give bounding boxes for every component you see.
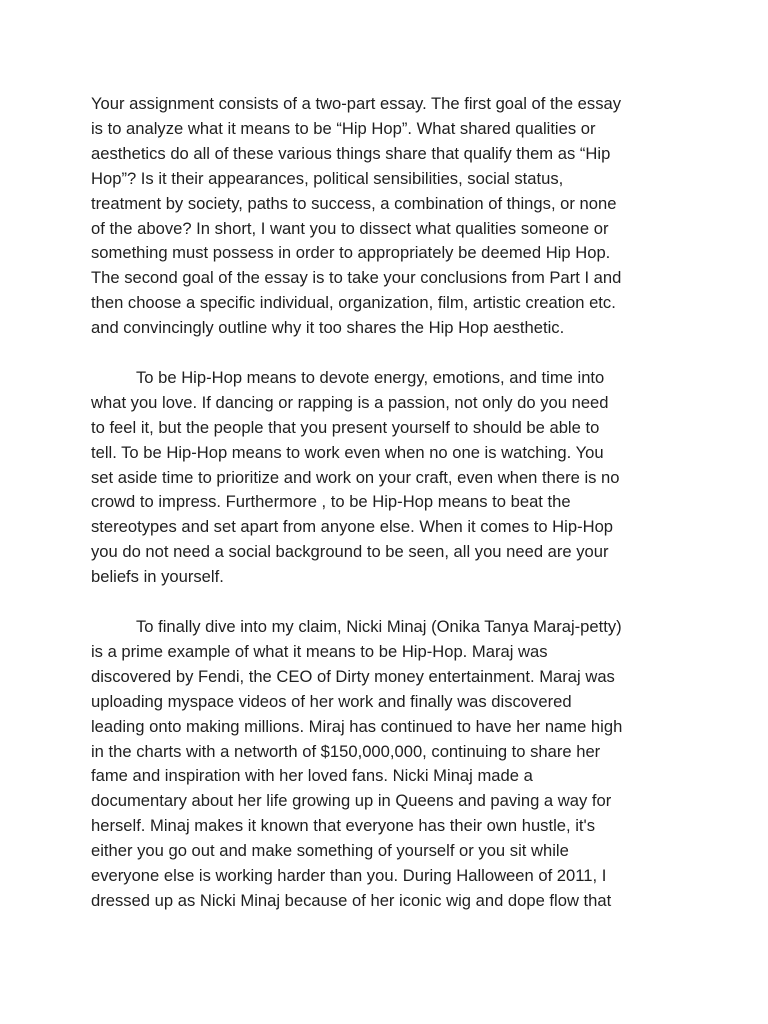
text-line: crowd to impress. Furthermore , to be Hip-Hop means to beat the (91, 492, 571, 512)
text-line: aesthetics do all of these various things share that qualify them as “Hip (91, 143, 611, 163)
text-line: documentary about her life growing up in Queens and paving a way for (91, 791, 612, 811)
text-line: in the charts with a networth of $150,000,000, continuing to share her (91, 741, 601, 761)
text-line: and convincingly outline why it too shares the Hip Hop aesthetic. (91, 318, 565, 338)
text-line: discovered by Fendi, the CEO of Dirty money entertainment. Maraj was (91, 666, 615, 686)
paragraph-assignment (91, 92, 691, 341)
text-line: To be Hip-Hop means to devote energy, emotions, and time into (136, 367, 605, 387)
text-line: The second goal of the essay is to take your conclusions from Part I and (91, 268, 622, 288)
text-line: To finally dive into my claim, Nicki Minaj (Onika Tanya Maraj-petty) (136, 617, 622, 636)
paragraph-claim (91, 615, 691, 914)
text-line: fame and inspiration with her loved fans. Nicki Minaj made a (91, 766, 533, 786)
text-line: Hop”? Is it their appearances, political sensibilities, social status, (91, 168, 564, 188)
text-line: set aside time to prioritize and work on your craft, even when there is no (91, 467, 620, 487)
text-line: stereotypes and set apart from anyone else. When it comes to Hip-Hop (91, 517, 614, 537)
text-line: uploading myspace videos of her work and finally was discovered (91, 691, 572, 711)
text-line: to feel it, but the people that you present yourself to should be able to (91, 417, 600, 437)
text-line: Your assignment consists of a two-part essay. The first goal of the essay (91, 94, 622, 113)
text-line: something must possess in order to appropriately be deemed Hip Hop. (91, 243, 611, 263)
text-line: tell. To be Hip-Hop means to work even when no one is watching. You (91, 442, 604, 462)
text-line: is to analyze what it means to be “Hip Hop”. What shared qualities or (91, 118, 596, 138)
text-line: beliefs in yourself. (91, 567, 224, 587)
text-line: is a prime example of what it means to be Hip-Hop. Maraj was (91, 641, 548, 661)
text-line: either you go out and make something of yourself or you sit while (91, 841, 569, 861)
text-line: everyone else is working harder than you. During Halloween of 2011, I (91, 866, 607, 886)
text-line: leading onto making millions. Miraj has continued to have her name high (91, 716, 623, 736)
text-line: you do not need a social background to be seen, all you need are your (91, 542, 609, 562)
paragraph-definition (91, 366, 691, 590)
text-line: of the above? In short, I want you to dissect what qualities someone or (91, 218, 609, 238)
text-line: herself. Minaj makes it known that everyone has their own hustle, it's (91, 816, 595, 836)
text-line: what you love. If dancing or rapping is a passion, not only do you need (91, 392, 609, 412)
document-body (91, 92, 691, 914)
text-line: then choose a specific individual, organization, film, artistic creation etc. (91, 293, 616, 313)
text-line: dressed up as Nicki Minaj because of her iconic wig and dope flow that (91, 890, 612, 910)
text-line: treatment by society, paths to success, a combination of things, or none (91, 193, 617, 213)
